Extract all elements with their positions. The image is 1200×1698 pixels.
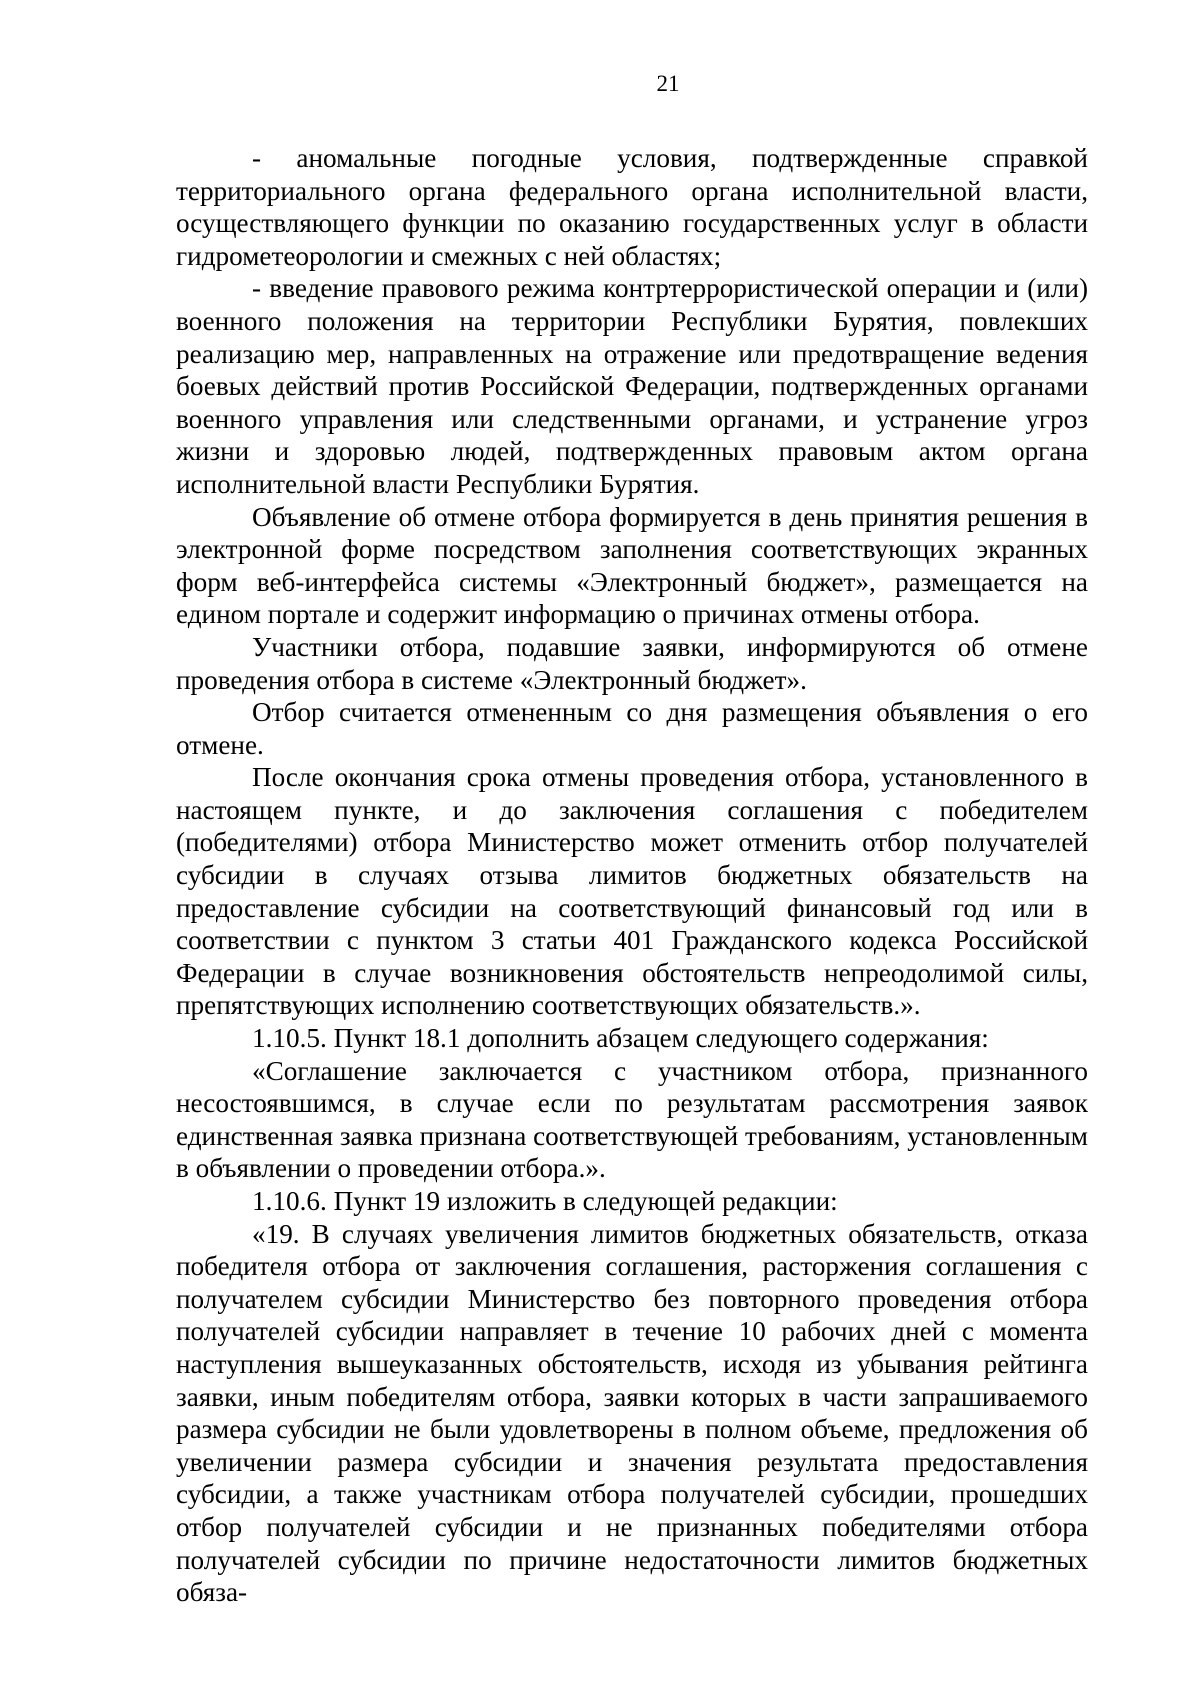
paragraph-clause-1-10-5: 1.10.5. Пункт 18.1 дополнить абзацем следующего содержания:: [252, 1023, 989, 1054]
page-number: 21: [656, 71, 680, 96]
paragraph-cancellation-announcement: Объявление об отмене отбора формируется в день принятия решения в электронной форме посредством заполнения соответствующих экранных форм веб-интерфейса системы «Электронный бюджет», размещается на едином портале и содержит информацию о причинах отмены отбора.: [176, 501, 1088, 630]
paragraph-anomalous-weather: - аномальные погодные условия, подтвержденные справкой территориального органа федерального органа исполнительной власти, осуществляющего функции по оказанию государственных услуг в области гидрометеорологии и смежных с ней областях;: [176, 143, 1088, 271]
paragraph-clause-1-10-6: 1.10.6. Пункт 19 изложить в следующей редакции:: [252, 1186, 838, 1216]
paragraph-participants-informed: Участники отбора, подавшие заявки, информируются об отмене проведения отбора в системе «Электронный бюджет».: [176, 631, 1088, 695]
paragraph-selection-cancelled: Отбор считается отмененным со дня размещения объявления о его отмене.: [176, 697, 1088, 760]
paragraph-agreement-concluded: «Соглашение заключается с участником отбора, признанного несостоявшимся, в случае если по результатам рассмотрения заявок единственная заявка признана соответствующей требованиям, установленным в объявлении о проведении отбора.».: [176, 1055, 1088, 1184]
paragraph-counterterrorism-regime: - введение правового режима контртеррористической операции и (или) военного положения на территории Республики Бурятия, повлекших реализацию мер, направленных на отражение или предотвращение ведения боевых действий против Российской Федерации, подтвержденных органами военного управления или следственными органами, и устранение угроз жизни и здоровью людей, подтвержденных правовым актом органа исполнительной власти Республики Бурятия.: [176, 273, 1088, 499]
document-body: [176, 142, 1088, 1609]
paragraph-clause-19: «19. В случаях увеличения лимитов бюджетных обязательств, отказа победителя отбора от заключения соглашения, расторжения соглашения с получателем субсидии Министерство без повторного проведения отбора получателей субсидии направляет в течение 10 рабочих дней с момента наступления вышеуказанных обстоятельств, исходя из убывания рейтинга заявки, иным победителям отбора, заявки которых в части запрашиваемого размера субсидии не были удовлетворены в полном объеме, предложения об увеличении размера субсидии и значения результата предоставления субсидии, а также участникам отбора получателей субсидии, прошедших отбор получателей субсидии и не признанных победителями отбора получателей субсидии по причине недостаточности лимитов бюджетных обяза-: [176, 1218, 1088, 1608]
paragraph-after-cancellation-period: После окончания срока отмены проведения отбора, установленного в настоящем пункте, и до заключения соглашения с победителем (победителями) отбора Министерство может отменить отбор получателей субсидии в случаях отзыва лимитов бюджетных обязательств на предоставление субсидии на соответствующий финансовый год или в соответствии с пунктом 3 статьи 401 Гражданского кодекса Российской Федерации в случае возникновения обстоятельств непреодолимой силы, препятствующих исполнению соответствующих обязательств.».: [176, 762, 1088, 1021]
